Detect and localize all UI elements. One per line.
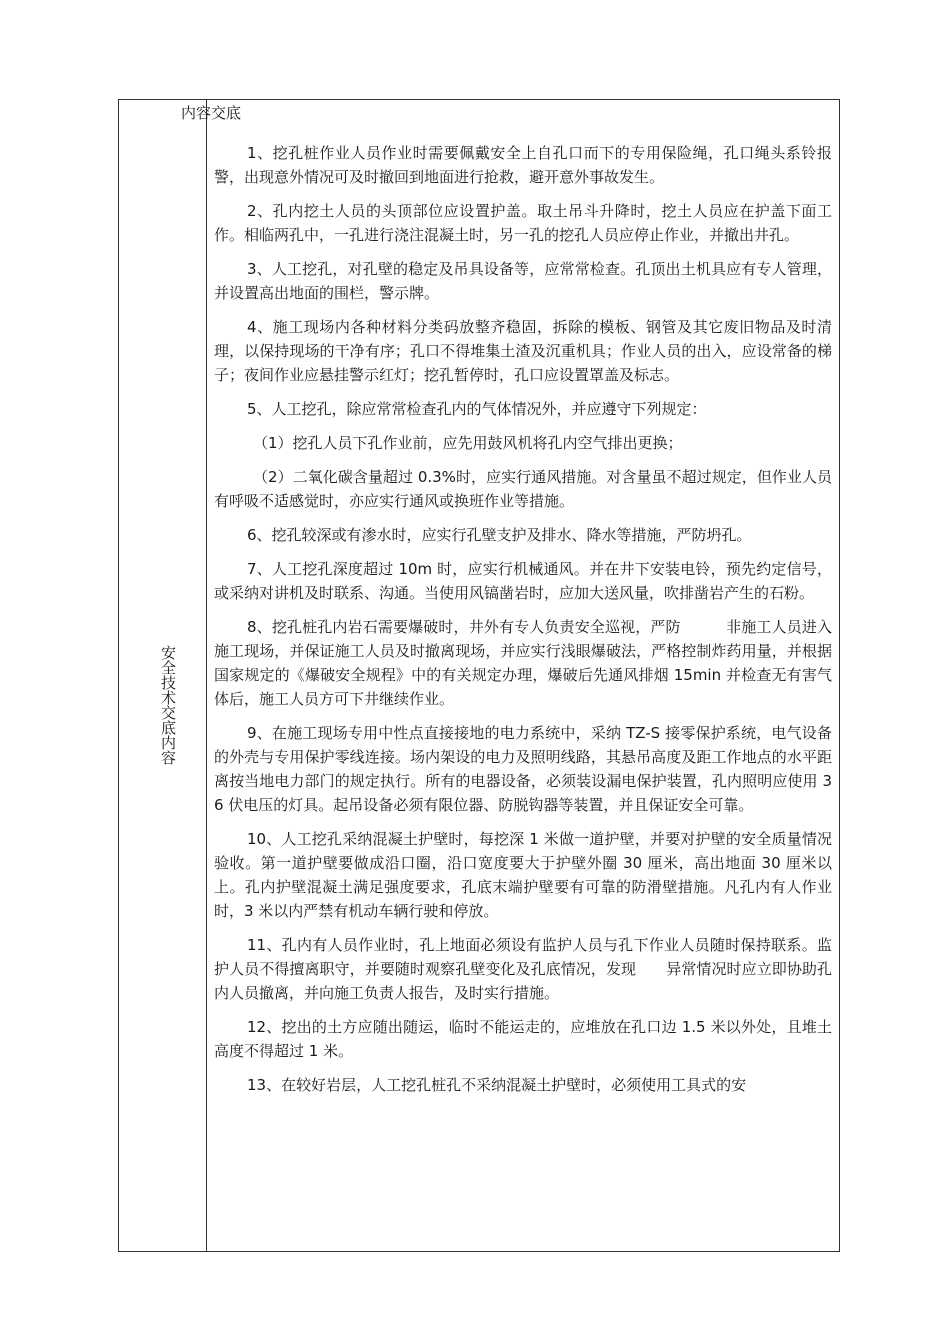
paragraph-10: 10、人工挖孔采纳混凝土护壁时，每挖深 1 米做一道护壁，并要对护壁的安全质量情况验收。第一道护壁要做成沿口圈，沿口宽度要大于护壁外圈 30 厘米，高出地面 30 厘米以上。孔内护壁混凝土满足强度要求，孔底末端护壁要有可靠的防滑壁措施。凡孔内有人作业时，3 米以内严禁有机动车辆行驶和停放。 — [214, 830, 832, 920]
paragraph-11: 11、孔内有人员作业时，孔上地面必须设有监护人员与孔下作业人员随时保持联系。监护人员不得擅离职守，并要随时观察孔壁变化及孔底情况，发现 异常情况时应立即协助孔内人员撤离，并向施工负责人报告，及时实行措施。 — [214, 936, 832, 1002]
paragraph-5-2: （2）二氧化碳含量超过 0.3%时，应实行通风措施。对含量虽不超过规定，但作业人员有呼吸不适感觉时，亦应实行通风或换班作业等措施。 — [214, 468, 832, 510]
header-label: 内容交底 — [181, 104, 242, 122]
paragraph-1: 1、挖孔桩作业人员作业时需要佩戴安全上自孔口而下的专用保险绳，孔口绳头系铃报警，出现意外情况可及时撤回到地面进行抢救，避开意外事故发生。 — [214, 144, 832, 186]
paragraph-3: 3、人工挖孔，对孔壁的稳定及吊具设备等，应常常检查。孔顶出土机具应有专人管理，并设置高出地面的围栏，警示牌。 — [214, 260, 832, 302]
safety-content — [214, 141, 832, 1259]
paragraph-4: 4、施工现场内各种材料分类码放整齐稳固，拆除的模板、钢管及其它废旧物品及时清理，以保持现场的干净有序；孔口不得堆集土渣及沉重机具；作业人员的出入，应设常备的梯子；夜间作业应悬挂警示红灯；挖孔暂停时，孔口应设置罩盖及标志。 — [214, 318, 832, 384]
paragraph-7: 7、人工挖孔深度超过 10m 时，应实行机械通风。并在井下安装电铃，预先约定信号，或采纳对讲机及时联系、沟通。当使用风镐凿岩时，应加大送风量，吹排凿岩产生的石粉。 — [214, 560, 832, 602]
column-divider — [206, 99, 207, 1252]
paragraph-5: 5、人工挖孔，除应常常检查孔内的气体情况外，并应遵守下列规定： — [247, 400, 707, 418]
paragraph-2: 2、孔内挖土人员的头顶部位应设置护盖。取土吊斗升降时，挖土人员应在护盖下面工作。相临两孔中，一孔进行浇注混凝土时，另一孔的挖孔人员应停止作业，并撤出井孔。 — [214, 202, 832, 244]
paragraph-9: 9、在施工现场专用中性点直接接地的电力系统中，采纳 TZ-S 接零保护系统，电气设备的外壳与专用保护零线连接。场内架设的电力及照明线路，其悬吊高度及距工作地点的水平距离按当地电力部门的规定执行。所有的电器设备，必须装设漏电保护装置，孔内照明应使用 36 伏电压的灯具。起吊设备必须有限位器、防脱钩器等装置，并且保证安全可靠。 — [214, 724, 832, 814]
side-label: 安全技术交底内容 — [159, 645, 177, 765]
paragraph-13: 13、在较好岩层，人工挖孔桩孔不采纳混凝土护壁时，必须使用工具式的安 — [247, 1076, 747, 1094]
paragraph-8: 8、挖孔桩孔内岩石需要爆破时，井外有专人负责安全巡视，严防 非施工人员进入施工现场，并保证施工人员及时撤离现场，并应实行浅眼爆破法，严格控制炸药用量，并根据国家规定的《爆破安全规程》中的有关规定办理，爆破后先通风排烟 15min 并检查无有害气体后，施工人员方可下井继续作业。 — [214, 618, 832, 708]
paragraph-5-1: （1）挖孔人员下孔作业前，应先用鼓风机将孔内空气排出更换； — [253, 434, 683, 452]
paragraph-12: 12、挖出的土方应随出随运，临时不能运走的，应堆放在孔口边 1.5 米以外处，且堆土高度不得超过 1 米。 — [214, 1018, 832, 1060]
paragraph-6: 6、挖孔较深或有渗水时，应实行孔壁支护及排水、降水等措施，严防坍孔。 — [247, 526, 752, 544]
